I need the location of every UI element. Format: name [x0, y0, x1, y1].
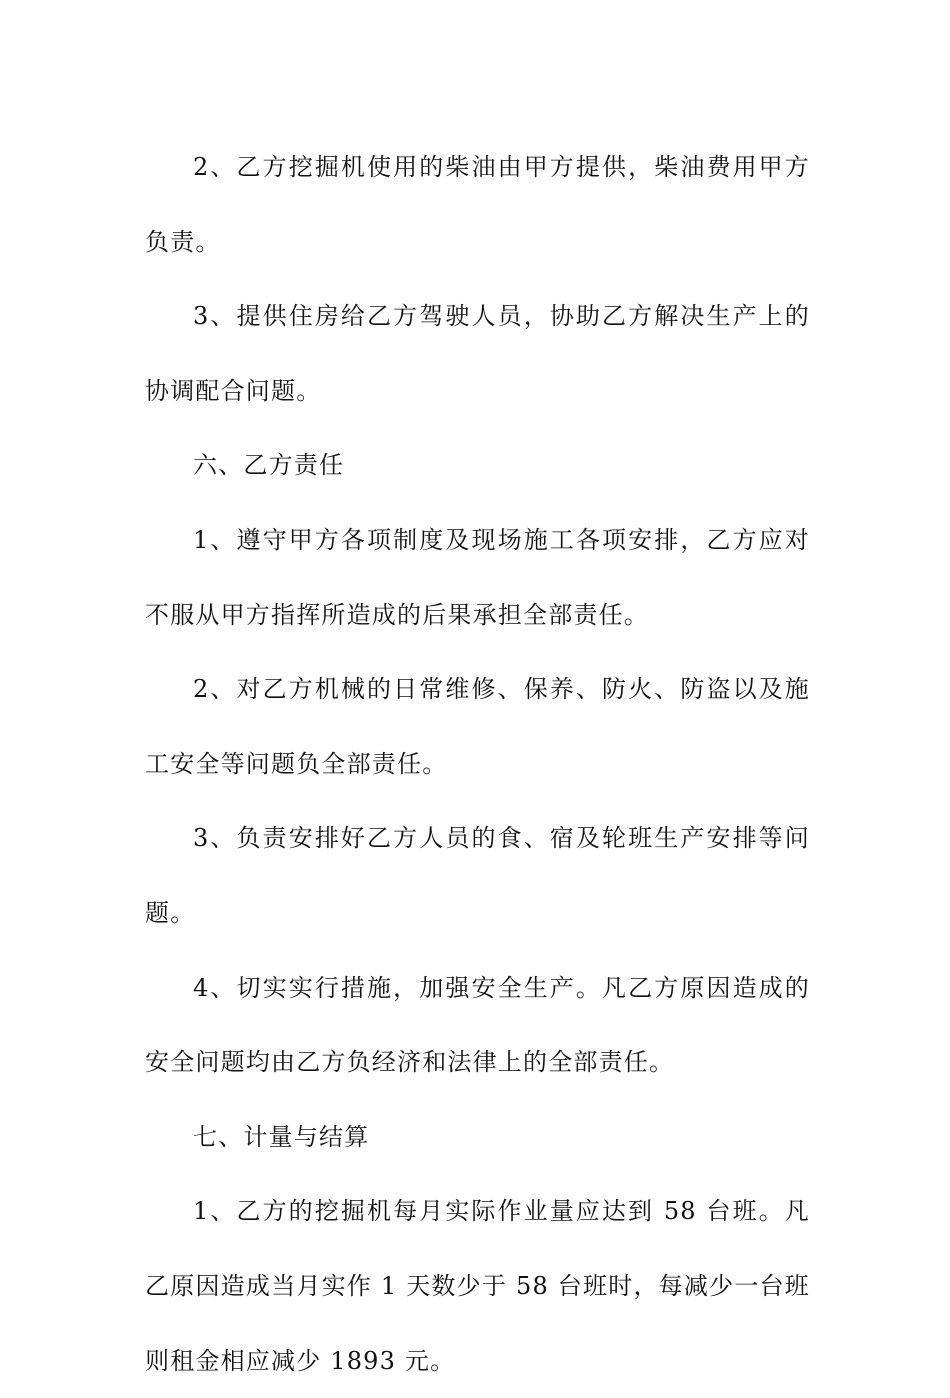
section-heading-party-b-responsibility: 六、乙方责任	[193, 451, 345, 480]
paragraph-accommodation: 3、负责安排好乙方人员的食、宿及轮班生产安排等问题。	[145, 824, 810, 927]
paragraph-maintenance: 2、对乙方机械的日常维修、保养、防火、防盗以及施工安全等问题负全部责任。	[145, 675, 810, 778]
document-body	[145, 130, 810, 1398]
paragraph-workload: 1、乙方的挖掘机每月实际作业量应达到 58 台班。凡乙原因造成当月实作 1 天数少于 58 台班时，每减少一台班则租金相应减少 1893 元。	[145, 1197, 810, 1375]
paragraph-safety: 4、切实实行措施，加强安全生产。凡乙方原因造成的安全问题均由乙方负经济和法律上的全部责任。	[145, 973, 810, 1077]
paragraph-housing: 3、提供住房给乙方驾驶人员，协助乙方解决生产上的协调配合问题。	[145, 302, 810, 405]
paragraph-diesel-supply: 2、乙方挖掘机使用的柴油由甲方提供，柴油费用甲方负责。	[145, 153, 810, 256]
paragraph-obey-rules: 1、遵守甲方各项制度及现场施工各项安排，乙方应对不服从甲方指挥所造成的后果承担全部责任。	[145, 525, 810, 629]
section-heading-measurement-settlement: 七、计量与结算	[193, 1122, 370, 1151]
